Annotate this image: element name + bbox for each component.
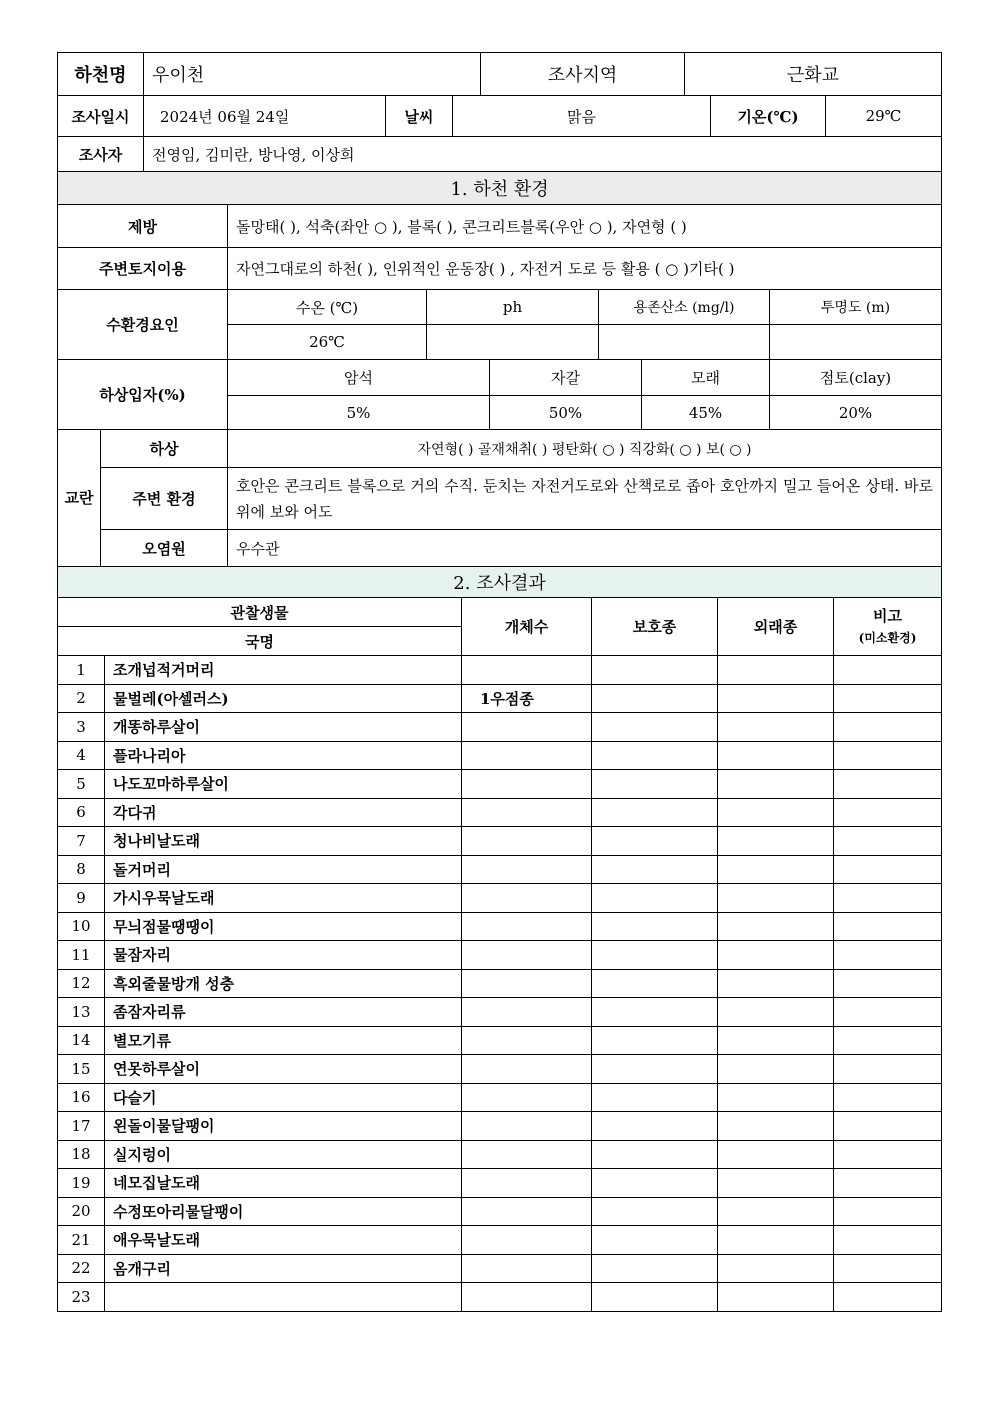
species-name: 별모기류 (105, 1026, 462, 1055)
foreign-cell (718, 969, 834, 998)
species-name: 왼돌이물달팽이 (105, 1112, 462, 1141)
species-name (105, 1283, 462, 1312)
protected-cell (592, 684, 718, 713)
species-name: 플라나리아 (105, 741, 462, 770)
row-number: 13 (58, 998, 105, 1027)
species-name: 물벌레(아셀러스) (105, 684, 462, 713)
protected-cell (592, 798, 718, 827)
note-header (834, 598, 942, 656)
species-count (462, 1254, 592, 1283)
table-row (58, 770, 942, 799)
table-row (58, 1197, 942, 1226)
table-row (58, 1283, 942, 1312)
note-cell (834, 912, 942, 941)
protected-cell (592, 1169, 718, 1198)
note-cell (834, 827, 942, 856)
species-count (462, 1140, 592, 1169)
note-cell (834, 884, 942, 913)
row-number: 21 (58, 1226, 105, 1255)
foreign-cell (718, 1026, 834, 1055)
table-row (58, 684, 942, 713)
surroundings-label: 주변 환경 (101, 468, 228, 530)
species-count (462, 1083, 592, 1112)
header-table-middle (57, 95, 942, 137)
protected-cell (592, 969, 718, 998)
note-cell (834, 1055, 942, 1084)
row-number: 6 (58, 798, 105, 827)
row-number: 17 (58, 1112, 105, 1141)
foreign-cell (718, 884, 834, 913)
foreign-cell (718, 1055, 834, 1084)
note-cell (834, 770, 942, 799)
temperature-label: 기온(℃) (711, 96, 826, 137)
species-name: 개똥하루살이 (105, 713, 462, 742)
section-2-title: 2. 조사결과 (58, 567, 942, 598)
row-number: 2 (58, 684, 105, 713)
foreign-cell (718, 912, 834, 941)
row-number: 4 (58, 741, 105, 770)
species-count (462, 884, 592, 913)
protected-cell (592, 713, 718, 742)
protected-cell (592, 884, 718, 913)
foreign-cell (718, 1140, 834, 1169)
species-name: 흑외줄물방개 성충 (105, 969, 462, 998)
note-cell (834, 798, 942, 827)
species-name: 나도꼬마하루살이 (105, 770, 462, 799)
transparency-header: 투명도 (m) (770, 290, 942, 325)
species-count (462, 1055, 592, 1084)
note-cell (834, 656, 942, 685)
foreign-cell (718, 1254, 834, 1283)
species-name: 무늬점물땡땡이 (105, 912, 462, 941)
water-environment-label: 수환경요인 (58, 290, 228, 360)
riverbed-label: 하상 (101, 430, 228, 468)
table-row (58, 798, 942, 827)
protected-cell (592, 855, 718, 884)
foreign-cell (718, 1169, 834, 1198)
species-name: 좀잠자리류 (105, 998, 462, 1027)
transparency-value (770, 325, 942, 360)
protected-cell (592, 1083, 718, 1112)
protected-cell (592, 998, 718, 1027)
table-row (58, 1169, 942, 1198)
korean-name-header: 국명 (58, 627, 462, 656)
foreign-cell (718, 684, 834, 713)
survey-area-value: 근화교 (685, 53, 942, 96)
water-temp-value: 26℃ (228, 325, 427, 360)
count-header: 개체수 (462, 598, 592, 656)
row-number: 19 (58, 1169, 105, 1198)
species-name: 각다귀 (105, 798, 462, 827)
header-table-bottom (57, 136, 942, 172)
species-count (462, 1283, 592, 1312)
species-count (462, 798, 592, 827)
protected-cell (592, 941, 718, 970)
species-count (462, 912, 592, 941)
table-row (58, 1026, 942, 1055)
table-row (58, 741, 942, 770)
note-cell (834, 1083, 942, 1112)
species-name: 돌거머리 (105, 855, 462, 884)
note-cell (834, 1140, 942, 1169)
species-list (58, 656, 942, 1312)
protected-species-header: 보호종 (592, 598, 718, 656)
weather-value: 맑음 (453, 96, 711, 137)
protected-cell (592, 1026, 718, 1055)
row-number: 3 (58, 713, 105, 742)
rock-value: 5% (228, 396, 490, 430)
table-row (58, 998, 942, 1027)
weather-label: 날씨 (386, 96, 453, 137)
table-row (58, 969, 942, 998)
header-table-top (57, 52, 942, 96)
note-cell (834, 998, 942, 1027)
protected-cell (592, 912, 718, 941)
foreign-species-header: 외래종 (718, 598, 834, 656)
note-header-label: 비고 (873, 606, 903, 625)
row-number: 23 (58, 1283, 105, 1312)
foreign-cell (718, 855, 834, 884)
foreign-cell (718, 1283, 834, 1312)
row-number: 22 (58, 1254, 105, 1283)
note-cell (834, 684, 942, 713)
foreign-cell (718, 741, 834, 770)
species-count (462, 1226, 592, 1255)
pollution-source-label: 오염원 (101, 530, 228, 567)
water-temp-header: 수온 (℃) (228, 290, 427, 325)
table-row (58, 884, 942, 913)
protected-cell (592, 827, 718, 856)
protected-cell (592, 1283, 718, 1312)
protected-cell (592, 1254, 718, 1283)
species-name: 실지렁이 (105, 1140, 462, 1169)
note-cell (834, 713, 942, 742)
protected-cell (592, 770, 718, 799)
sand-header: 모래 (642, 360, 770, 396)
species-count (462, 998, 592, 1027)
river-name-label: 하천명 (58, 53, 144, 96)
sand-value: 45% (642, 396, 770, 430)
species-count (462, 713, 592, 742)
species-count (462, 770, 592, 799)
rock-header: 암석 (228, 360, 490, 396)
row-number: 11 (58, 941, 105, 970)
species-count (462, 855, 592, 884)
clay-header: 점토(clay) (770, 360, 942, 396)
species-count (462, 969, 592, 998)
row-number: 14 (58, 1026, 105, 1055)
disturbance-label: 교란 (58, 430, 101, 567)
species-name: 옴개구리 (105, 1254, 462, 1283)
survey-date-value: 2024년 06월 24일 (144, 96, 386, 137)
section-1-title: 1. 하천 환경 (58, 172, 942, 205)
row-number: 5 (58, 770, 105, 799)
row-number: 12 (58, 969, 105, 998)
note-cell (834, 741, 942, 770)
row-number: 10 (58, 912, 105, 941)
foreign-cell (718, 941, 834, 970)
foreign-cell (718, 1112, 834, 1141)
foreign-cell (718, 1226, 834, 1255)
protected-cell (592, 741, 718, 770)
protected-cell (592, 1226, 718, 1255)
land-use-label: 주변토지이용 (58, 248, 228, 290)
table-row (58, 1055, 942, 1084)
species-count (462, 1169, 592, 1198)
survey-result-table (57, 566, 942, 1312)
protected-cell (592, 1140, 718, 1169)
note-cell (834, 1283, 942, 1312)
river-environment-table (57, 171, 942, 567)
table-row (58, 855, 942, 884)
protected-cell (592, 1112, 718, 1141)
species-name: 네모집날도래 (105, 1169, 462, 1198)
note-header-sub: (미소환경) (858, 630, 917, 645)
observed-organism-header: 관찰생물 (58, 598, 462, 627)
foreign-cell (718, 713, 834, 742)
particle-label: 하상입자(%) (58, 360, 228, 430)
species-name: 청나비날도래 (105, 827, 462, 856)
species-count (462, 1112, 592, 1141)
ph-header: ph (427, 290, 599, 325)
temperature-value: 29℃ (826, 96, 942, 137)
table-row (58, 941, 942, 970)
foreign-cell (718, 827, 834, 856)
table-row (58, 713, 942, 742)
species-name: 조개넙적거머리 (105, 656, 462, 685)
table-row (58, 656, 942, 685)
species-count (462, 1026, 592, 1055)
table-row (58, 827, 942, 856)
protected-cell (592, 656, 718, 685)
river-name-value: 우이천 (144, 53, 481, 96)
survey-date-label: 조사일시 (58, 96, 144, 137)
foreign-cell (718, 798, 834, 827)
species-count: 1우점종 (462, 684, 592, 713)
surveyor-label: 조사자 (58, 137, 144, 172)
dissolved-oxygen-header: 용존산소 (mg/l) (599, 290, 770, 325)
table-row (58, 1140, 942, 1169)
row-number: 15 (58, 1055, 105, 1084)
table-row (58, 1226, 942, 1255)
species-name: 가시우묵날도래 (105, 884, 462, 913)
note-cell (834, 1026, 942, 1055)
row-number: 7 (58, 827, 105, 856)
species-name: 애우묵날도래 (105, 1226, 462, 1255)
note-cell (834, 855, 942, 884)
row-number: 18 (58, 1140, 105, 1169)
protected-cell (592, 1197, 718, 1226)
species-name: 물잠자리 (105, 941, 462, 970)
embankment-value: 돌망태( ), 석축(좌안 ○ ), 블록( ), 콘크리트블록(우안 ○ ), 자연형 ( ) (228, 205, 942, 248)
table-row (58, 1083, 942, 1112)
species-count (462, 1197, 592, 1226)
table-row (58, 1112, 942, 1141)
survey-area-label: 조사지역 (481, 53, 685, 96)
species-count (462, 827, 592, 856)
dissolved-oxygen-value (599, 325, 770, 360)
species-name: 다슬기 (105, 1083, 462, 1112)
surroundings-value: 호안은 콘크리트 블록으로 거의 수직. 둔치는 자전거도로와 산책로로 좁아 호안까지 밀고 들어온 상태. 바로 위에 보와 어도 (228, 468, 942, 530)
gravel-header: 자갈 (490, 360, 642, 396)
ph-value (427, 325, 599, 360)
table-row (58, 912, 942, 941)
note-cell (834, 969, 942, 998)
species-count (462, 941, 592, 970)
species-count (462, 656, 592, 685)
survey-sheet (57, 52, 941, 1312)
foreign-cell (718, 1197, 834, 1226)
species-count (462, 741, 592, 770)
note-cell (834, 1254, 942, 1283)
clay-value: 20% (770, 396, 942, 430)
surveyor-value: 전영임, 김미란, 방나영, 이상희 (144, 137, 942, 172)
note-cell (834, 1226, 942, 1255)
table-row (58, 1254, 942, 1283)
row-number: 20 (58, 1197, 105, 1226)
row-number: 8 (58, 855, 105, 884)
foreign-cell (718, 998, 834, 1027)
note-cell (834, 941, 942, 970)
species-name: 수정또아리물달팽이 (105, 1197, 462, 1226)
land-use-value: 자연그대로의 하천( ), 인위적인 운동장( ) , 자전거 도로 등 활용 ( ○ )기타( ) (228, 248, 942, 290)
row-number: 1 (58, 656, 105, 685)
protected-cell (592, 1055, 718, 1084)
riverbed-value: 자연형( ) 골재채취( ) 평탄화( ○ ) 직강화( ○ ) 보( ○ ) (228, 430, 942, 468)
foreign-cell (718, 656, 834, 685)
row-number: 16 (58, 1083, 105, 1112)
species-name: 연못하루살이 (105, 1055, 462, 1084)
note-cell (834, 1169, 942, 1198)
embankment-label: 제방 (58, 205, 228, 248)
note-cell (834, 1197, 942, 1226)
pollution-source-value: 우수관 (228, 530, 942, 567)
gravel-value: 50% (490, 396, 642, 430)
foreign-cell (718, 770, 834, 799)
note-cell (834, 1112, 942, 1141)
foreign-cell (718, 1083, 834, 1112)
row-number: 9 (58, 884, 105, 913)
